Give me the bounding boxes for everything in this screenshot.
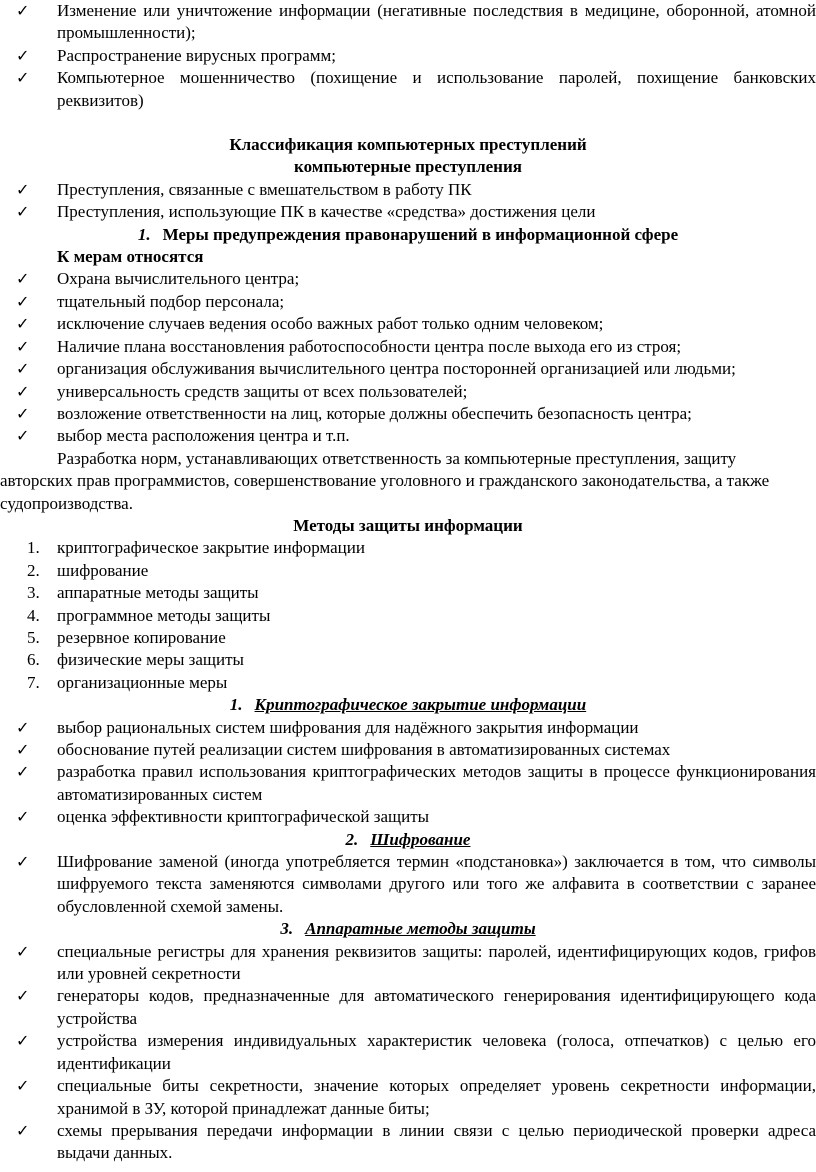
- checkmark-icon: ✓: [16, 202, 30, 222]
- measures-paragraph: Разработка норм, устанавливающих ответственность за компьютерные преступления, защиту авторских прав программистов, совершенствование уголовного и гражданского законодательства, а также судопроизводства.: [0, 448, 770, 513]
- hardware-heading: [0, 918, 816, 940]
- section-title: Аппаратные методы защиты: [305, 919, 536, 939]
- checkmark-icon: ✓: [16, 336, 30, 356]
- section-number: 1.: [229, 695, 243, 715]
- section-title: Шифрование: [370, 829, 471, 849]
- checkmark-icon: ✓: [16, 807, 30, 827]
- cipher-heading: [0, 829, 816, 851]
- checkmark-icon: ✓: [16, 762, 30, 782]
- list-item: ✓ выбор места расположения центра и т.п.: [0, 425, 816, 447]
- list-item: 4. программное методы защиты: [27, 605, 271, 625]
- list-item: ✓ обоснование путей реализации систем шифрования в автоматизированных системах: [0, 739, 816, 761]
- list-item: ✓ Наличие плана восстановления работоспособности центра после выхода его из строя;: [0, 336, 816, 358]
- crypto-heading: [0, 694, 816, 716]
- list-item: ✓ оценка эффективности криптографической защиты: [0, 806, 816, 828]
- list-item: 1. криптографическое закрытие информации: [27, 538, 365, 558]
- classification-list: [0, 179, 816, 224]
- section-number: 3.: [280, 919, 294, 939]
- checkmark-icon: ✓: [16, 291, 30, 311]
- list-item: ✓ генераторы кодов, предназначенные для автоматического генерирования идентифицирующего кода устройства: [16, 986, 816, 1028]
- list-item: 5. резервное копирование: [27, 627, 226, 647]
- list-item: ✓ Изменение или уничтожение информации (негативные последствия в медицине, оборонной, атомной промышленности);: [16, 1, 816, 43]
- list-item: ✓ Преступления, использующие ПК в качестве «средства» достижения цели: [0, 201, 816, 223]
- list-item: ✓ тщательный подбор персонала;: [0, 291, 816, 313]
- checkmark-icon: ✓: [16, 1120, 30, 1140]
- list-item: 7. организационные меры: [27, 672, 228, 692]
- checkmark-icon: ✓: [16, 1, 30, 20]
- list-item: ✓ схемы прерывания передачи информации в линии связи с целью периодической проверки адреса выдачи данных.: [16, 1120, 816, 1163]
- checkmark-icon: ✓: [16, 1031, 30, 1051]
- list-item: ✓ выбор рациональных систем шифрования для надёжного закрытия информации: [0, 717, 816, 739]
- list-item: ✓ Компьютерное мошенничество (похищение и использование паролей, похищение банковских реквизитов): [16, 68, 816, 110]
- cipher-list: [0, 851, 816, 918]
- list-item: ✓ специальные биты секретности, значение которых определяет уровень секретности информации, хранимой в ЗУ, которой принадлежат данные биты;: [16, 1076, 816, 1118]
- methods-title: Методы защиты информации: [293, 515, 523, 535]
- list-item: ✓ Охрана вычислительного центра;: [0, 268, 816, 290]
- list-item: ✓ Преступления, связанные с вмешательством в работу ПК: [0, 179, 816, 201]
- list-item: 6. физические меры защиты: [27, 650, 244, 670]
- checkmark-icon: ✓: [16, 359, 30, 379]
- list-item: ✓ исключение случаев ведения особо важных работ только одним человеком;: [0, 313, 816, 335]
- hardware-list: [0, 941, 816, 1165]
- section-number: 2.: [345, 829, 359, 849]
- measures-heading: [0, 224, 816, 246]
- checkmark-icon: ✓: [16, 1076, 30, 1096]
- list-item: ✓ специальные регистры для хранения реквизитов защиты: паролей, идентифицирующих кодов, грифов или уровней секретности: [16, 941, 816, 984]
- section-title: Меры предупреждения правонарушений в информационной сфере: [162, 224, 679, 244]
- checkmark-icon: ✓: [16, 314, 30, 334]
- list-item: ✓ разработка правил использования криптографических методов защиты в процессе функционирования автоматизированных систем: [16, 762, 816, 804]
- list-item: ✓ возложение ответственности на лиц, которые должны обеспечить безопасность центра;: [0, 403, 816, 425]
- measures-list: [0, 268, 816, 447]
- list-item: ✓ организация обслуживания вычислительного центра посторонней организацией или людьми;: [0, 358, 816, 380]
- checkmark-icon: ✓: [16, 717, 30, 737]
- checkmark-icon: ✓: [16, 403, 30, 423]
- section-title: Криптографическое закрытие информации: [254, 695, 587, 715]
- measures-subtitle: К мерам относятся: [57, 247, 204, 267]
- checkmark-icon: ✓: [16, 68, 30, 88]
- checkmark-icon: ✓: [16, 426, 30, 446]
- crypto-list: [0, 717, 816, 829]
- list-item: ✓ Шифрование заменой (иногда употребляется термин «подстановка») заключается в том, что символы шифруемого текста заменяются символами другого или того же алфавита в соответствии с заранее обусловленной схемой замены.: [16, 852, 816, 916]
- checkmark-icon: ✓: [16, 986, 30, 1006]
- list-top: [0, 0, 816, 112]
- checkmark-icon: ✓: [16, 852, 30, 872]
- methods-list: [0, 537, 816, 694]
- checkmark-icon: ✓: [16, 941, 30, 961]
- list-item: 3. аппаратные методы защиты: [27, 583, 259, 603]
- list-item: ✓ универсальность средств защиты от всех пользователей;: [0, 381, 816, 403]
- checkmark-icon: ✓: [16, 381, 30, 401]
- classification-title: Классификация компьютерных преступлений: [229, 135, 587, 155]
- section-number: 1.: [137, 224, 151, 244]
- classification-subtitle: компьютерные преступления: [294, 157, 522, 177]
- list-item: 2. шифрование: [27, 560, 149, 580]
- checkmark-icon: ✓: [16, 45, 30, 65]
- list-item: ✓ Распространение вирусных программ;: [0, 45, 816, 67]
- checkmark-icon: ✓: [16, 269, 30, 289]
- spacer: [0, 112, 816, 134]
- checkmark-icon: ✓: [16, 179, 30, 199]
- list-item: ✓ устройства измерения индивидуальных характеристик человека (голоса, отпечатков) с целью его идентификации: [16, 1031, 816, 1073]
- checkmark-icon: ✓: [16, 740, 30, 759]
